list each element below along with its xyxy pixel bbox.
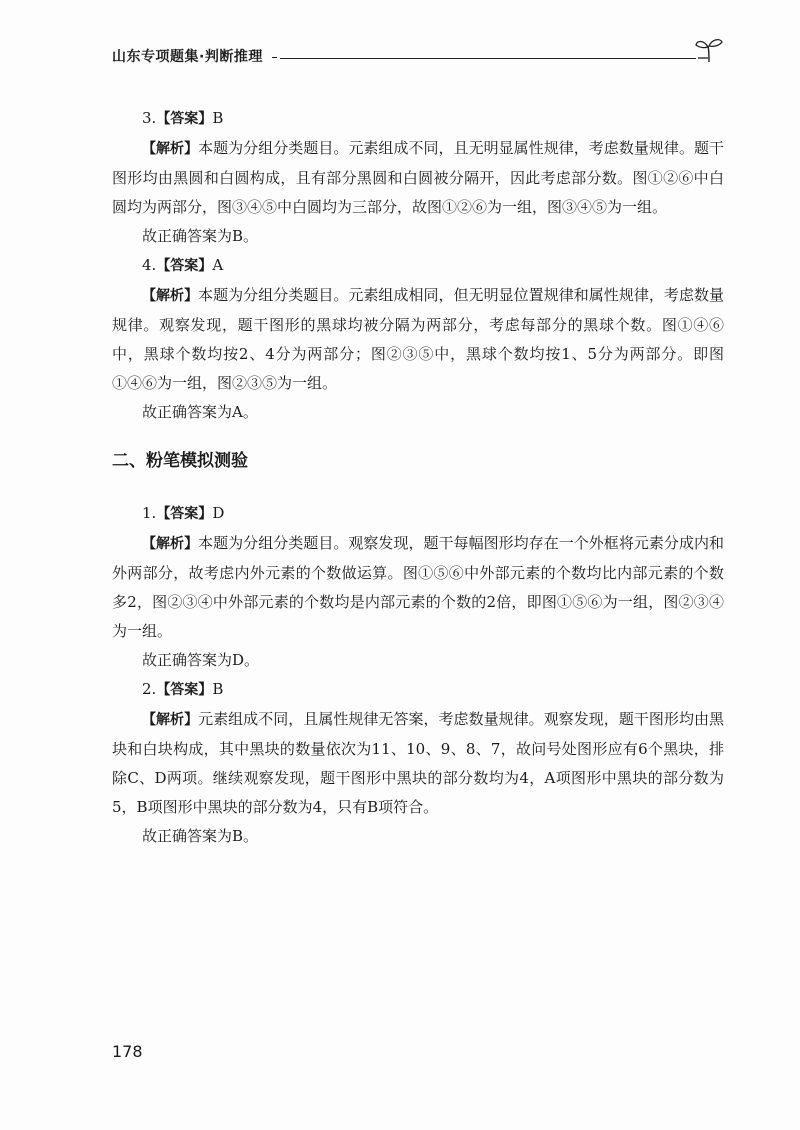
conclusion-1: 故正确答案为D。	[142, 651, 260, 669]
answer-tag: 【答案】	[156, 682, 213, 698]
explanation-tag: 【解析】	[142, 288, 199, 304]
answer-value: D	[212, 504, 225, 522]
answer-number: 3.	[142, 109, 157, 127]
sprout-icon	[694, 36, 724, 64]
conclusion-4: 故正确答案为A。	[142, 403, 258, 421]
section-heading: 二、粉笔模拟测验	[112, 451, 248, 471]
explanation-tag: 【解析】	[142, 712, 199, 728]
answer-tag: 【答案】	[156, 258, 213, 274]
conclusion-2: 故正确答案为B。	[142, 827, 259, 845]
answer-number: 2.	[142, 680, 157, 698]
answer-number: 4.	[142, 256, 157, 274]
answer-line-2	[112, 675, 724, 705]
header-rule	[280, 58, 696, 59]
explanation-tag: 【解析】	[142, 536, 199, 552]
explanation-2	[112, 705, 724, 822]
answer-tag: 【答案】	[156, 506, 213, 522]
conclusion-3: 故正确答案为B。	[142, 227, 259, 245]
explanation-4	[112, 281, 724, 398]
explanation-text: 元素组成不同，且属性规律无答案，考虑数量规律。观察发现，题干图形均由黑块和白块构成，其中黑块的数量依次为11、10、9、8、7，故问号处图形应有6个黑块，排除C、D两项。继续观察发现，题干图形中黑块的部分数均为4，A项图形中黑块的部分数为5，B项图形中黑块的部分数为4，只有B项符合。	[112, 710, 724, 816]
explanation-text: 本题为分组分类题目。观察发现，题干每幅图形均存在一个外框将元素分成内和外两部分，故考虑内外元素的个数做运算。图①⑤⑥中外部元素的个数均比内部元素的个数多2，图②③④中外部元素的个数均是内部元素的个数的2倍，即图①⑤⑥为一组，图②③④为一组。	[112, 534, 724, 640]
answer-tag: 【答案】	[156, 111, 213, 127]
answer-line-4	[112, 251, 724, 281]
answer-value: B	[212, 680, 224, 698]
answer-value: B	[212, 109, 224, 127]
explanation-3	[112, 134, 724, 222]
explanation-1	[112, 529, 724, 646]
explanation-text: 本题为分组分类题目。元素组成相同，但无明显位置规律和属性规律，考虑数量规律。观察发现，题干图形的黑球均被分隔为两部分，考虑每部分的黑球个数。图①④⑥中，黑球个数均按2、4分为两部分；图②③⑤中，黑球个数均按1、5分为两部分。即图①④⑥为一组，图②③⑤为一组。	[112, 286, 724, 392]
explanation-text: 本题为分组分类题目。元素组成不同，且无明显属性规律，考虑数量规律。题干图形均由黑圆和白圆构成，且有部分黑圆和白圆被分隔开，因此考虑部分数。图①②⑥中白圆均为两部分，图③④⑤中白圆均为三部分，故图①②⑥为一组，图③④⑤为一组。	[112, 139, 724, 216]
page-number: 178	[112, 1042, 143, 1061]
answer-value: A	[212, 256, 224, 274]
header-dash	[272, 57, 277, 58]
explanation-tag: 【解析】	[142, 141, 199, 157]
answer-line-3	[112, 104, 724, 134]
running-header	[112, 42, 724, 70]
page-content	[112, 104, 724, 851]
header-title: 山东专项题集·判断推理	[112, 49, 263, 65]
answer-number: 1.	[142, 504, 157, 522]
answer-line-1	[112, 499, 724, 529]
